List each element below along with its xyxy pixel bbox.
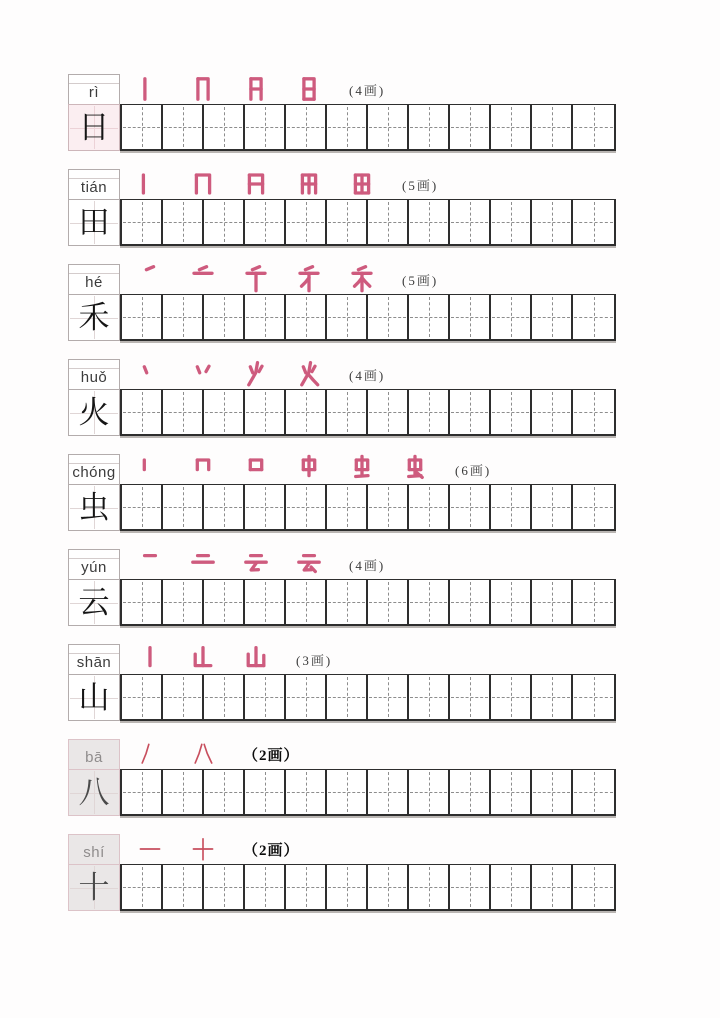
stroke-count-label: (4画) xyxy=(349,367,386,383)
practice-cell xyxy=(122,485,163,529)
practice-cell xyxy=(532,105,573,149)
stroke-count-label: (6画) xyxy=(455,462,492,478)
character-header xyxy=(68,359,120,436)
stroke-step-glyph xyxy=(135,549,165,579)
stroke-step-glyph xyxy=(188,264,218,294)
practice-cell xyxy=(245,675,286,719)
practice-cell xyxy=(327,105,368,149)
stroke-step-glyph xyxy=(241,74,271,104)
character-row xyxy=(68,359,720,436)
practice-cell xyxy=(491,580,532,624)
row-body xyxy=(120,739,616,816)
pinyin-label: bā xyxy=(85,749,103,766)
model-character: 八 xyxy=(78,775,110,810)
practice-cell xyxy=(122,580,163,624)
row-body xyxy=(120,74,616,151)
practice-cell xyxy=(204,295,245,339)
stroke-step-glyph xyxy=(294,264,324,294)
practice-cell xyxy=(122,770,163,814)
stroke-step-glyph xyxy=(135,169,165,199)
practice-cell xyxy=(532,865,573,909)
pinyin-box xyxy=(68,169,120,199)
practice-cell xyxy=(573,485,614,529)
practice-cell xyxy=(286,865,327,909)
practice-grid xyxy=(120,294,616,341)
pinyin-box xyxy=(68,74,120,104)
practice-grid xyxy=(120,199,616,246)
row-body xyxy=(120,454,616,531)
stroke-step-glyph xyxy=(347,264,377,294)
practice-cell xyxy=(450,865,491,909)
practice-cell xyxy=(573,295,614,339)
pinyin-label: shān xyxy=(76,654,112,671)
stroke-count-label: (4画) xyxy=(349,557,386,573)
practice-cell xyxy=(163,770,204,814)
row-body xyxy=(120,549,616,626)
practice-cell xyxy=(450,390,491,434)
model-character: 禾 xyxy=(78,300,110,335)
practice-cell xyxy=(368,105,409,149)
practice-cell xyxy=(573,105,614,149)
practice-cell xyxy=(327,485,368,529)
pinyin-label: rì xyxy=(88,84,100,101)
practice-cell xyxy=(450,485,491,529)
practice-cell xyxy=(204,485,245,529)
practice-cell xyxy=(532,485,573,529)
stroke-step-glyph xyxy=(188,834,218,864)
character-row xyxy=(68,454,720,531)
practice-cell xyxy=(409,865,450,909)
row-body xyxy=(120,644,616,721)
character-header xyxy=(68,739,120,816)
character-row xyxy=(68,549,720,626)
practice-cell xyxy=(286,675,327,719)
stroke-step-glyph xyxy=(135,454,165,484)
practice-cell xyxy=(163,485,204,529)
stroke-order-demo xyxy=(120,834,616,864)
practice-cell xyxy=(532,295,573,339)
stroke-step-glyph xyxy=(135,264,165,294)
practice-cell xyxy=(204,580,245,624)
practice-cell xyxy=(122,865,163,909)
practice-cell xyxy=(573,390,614,434)
practice-cell xyxy=(409,485,450,529)
practice-cell xyxy=(368,200,409,244)
character-row xyxy=(68,739,720,816)
character-header xyxy=(68,644,120,721)
stroke-step-glyph xyxy=(294,359,324,389)
practice-grid xyxy=(120,389,616,436)
row-body xyxy=(120,359,616,436)
character-row xyxy=(68,169,720,246)
stroke-count-label: （2画） xyxy=(243,747,300,764)
practice-cell xyxy=(122,675,163,719)
model-character: 十 xyxy=(78,870,110,905)
pinyin-box xyxy=(68,834,120,864)
pinyin-label: huǒ xyxy=(80,369,108,386)
stroke-count-label: (5画) xyxy=(402,177,439,193)
practice-cell xyxy=(245,770,286,814)
practice-cell xyxy=(163,580,204,624)
practice-cell xyxy=(122,390,163,434)
stroke-step-glyph xyxy=(135,359,165,389)
row-body xyxy=(120,834,616,911)
practice-cell xyxy=(368,865,409,909)
practice-cell xyxy=(368,390,409,434)
practice-cell xyxy=(409,200,450,244)
practice-cell xyxy=(327,200,368,244)
practice-cell xyxy=(245,295,286,339)
stroke-count-label: （2画） xyxy=(243,842,300,859)
practice-cell xyxy=(122,295,163,339)
stroke-step-glyph xyxy=(400,454,430,484)
practice-cell xyxy=(327,580,368,624)
practice-cell xyxy=(368,485,409,529)
practice-grid xyxy=(120,579,616,626)
practice-cell xyxy=(532,580,573,624)
stroke-order-demo xyxy=(120,169,616,199)
practice-cell xyxy=(450,580,491,624)
practice-cell xyxy=(573,200,614,244)
practice-cell xyxy=(204,675,245,719)
practice-cell xyxy=(409,105,450,149)
model-character: 山 xyxy=(78,680,110,715)
practice-cell xyxy=(204,390,245,434)
practice-cell xyxy=(286,295,327,339)
stroke-order-demo xyxy=(120,739,616,769)
model-character: 田 xyxy=(78,205,110,240)
stroke-order-demo xyxy=(120,644,616,674)
model-character-cell xyxy=(68,294,120,341)
stroke-step-glyph xyxy=(188,74,218,104)
stroke-step-glyph xyxy=(188,644,218,674)
character-row xyxy=(68,74,720,151)
practice-grid xyxy=(120,484,616,531)
pinyin-box xyxy=(68,359,120,389)
practice-cell xyxy=(204,865,245,909)
practice-cell xyxy=(573,770,614,814)
stroke-step-glyph xyxy=(135,834,165,864)
practice-grid xyxy=(120,674,616,721)
character-row xyxy=(68,264,720,341)
practice-cell xyxy=(409,675,450,719)
model-character-cell xyxy=(68,579,120,626)
pinyin-label: chóng xyxy=(72,464,116,481)
practice-cell xyxy=(491,105,532,149)
stroke-count-label: (4画) xyxy=(349,82,386,98)
practice-cell xyxy=(204,200,245,244)
character-header xyxy=(68,549,120,626)
stroke-step-glyph xyxy=(241,454,271,484)
character-header xyxy=(68,264,120,341)
practice-cell xyxy=(204,105,245,149)
stroke-step-glyph xyxy=(135,739,165,769)
practice-cell xyxy=(450,295,491,339)
stroke-step-glyph xyxy=(241,264,271,294)
practice-cell xyxy=(573,675,614,719)
practice-cell xyxy=(532,770,573,814)
practice-cell xyxy=(491,295,532,339)
stroke-count-label: (5画) xyxy=(402,272,439,288)
practice-cell xyxy=(163,295,204,339)
model-character-cell xyxy=(68,389,120,436)
character-header xyxy=(68,834,120,911)
model-character: 火 xyxy=(78,395,110,430)
practice-cell xyxy=(409,580,450,624)
practice-cell xyxy=(122,200,163,244)
practice-cell xyxy=(491,390,532,434)
practice-cell xyxy=(163,390,204,434)
model-character-cell xyxy=(68,199,120,246)
practice-cell xyxy=(532,200,573,244)
practice-cell xyxy=(450,770,491,814)
practice-cell xyxy=(368,675,409,719)
practice-cell xyxy=(245,485,286,529)
practice-grid xyxy=(120,769,616,816)
model-character-cell xyxy=(68,484,120,531)
practice-cell xyxy=(327,390,368,434)
practice-cell xyxy=(450,105,491,149)
model-character: 云 xyxy=(78,585,110,620)
model-character-cell xyxy=(68,769,120,816)
model-character-cell xyxy=(68,674,120,721)
stroke-step-glyph xyxy=(347,169,377,199)
practice-grid xyxy=(120,104,616,151)
character-header xyxy=(68,74,120,151)
practice-cell xyxy=(368,580,409,624)
practice-cell xyxy=(491,865,532,909)
row-body xyxy=(120,169,616,246)
pinyin-label: yún xyxy=(81,559,107,576)
practice-cell xyxy=(286,580,327,624)
practice-cell xyxy=(327,865,368,909)
pinyin-box xyxy=(68,644,120,674)
stroke-step-glyph xyxy=(294,454,324,484)
stroke-step-glyph xyxy=(347,454,377,484)
pinyin-box xyxy=(68,264,120,294)
stroke-step-glyph xyxy=(294,169,324,199)
stroke-count-label: (3画) xyxy=(296,652,333,668)
character-row xyxy=(68,834,720,911)
practice-cell xyxy=(286,770,327,814)
practice-cell xyxy=(327,295,368,339)
stroke-order-demo xyxy=(120,74,616,104)
stroke-step-glyph xyxy=(188,549,218,579)
model-character: 日 xyxy=(78,110,110,145)
stroke-step-glyph xyxy=(188,359,218,389)
stroke-order-demo xyxy=(120,359,616,389)
stroke-step-glyph xyxy=(188,169,218,199)
practice-cell xyxy=(532,675,573,719)
stroke-step-glyph xyxy=(135,74,165,104)
practice-cell xyxy=(245,200,286,244)
stroke-step-glyph xyxy=(188,454,218,484)
row-body xyxy=(120,264,616,341)
pinyin-box xyxy=(68,739,120,769)
stroke-order-demo xyxy=(120,454,616,484)
stroke-order-demo xyxy=(120,264,616,294)
stroke-step-glyph xyxy=(241,644,271,674)
practice-cell xyxy=(573,865,614,909)
pinyin-box xyxy=(68,549,120,579)
stroke-step-glyph xyxy=(294,549,324,579)
practice-cell xyxy=(245,865,286,909)
practice-cell xyxy=(286,485,327,529)
practice-cell xyxy=(163,675,204,719)
stroke-step-glyph xyxy=(135,644,165,674)
stroke-step-glyph xyxy=(188,739,218,769)
stroke-step-glyph xyxy=(294,74,324,104)
practice-cell xyxy=(573,580,614,624)
stroke-step-glyph xyxy=(241,359,271,389)
character-header xyxy=(68,454,120,531)
practice-cell xyxy=(327,675,368,719)
pinyin-label: shí xyxy=(83,844,105,861)
practice-cell xyxy=(491,485,532,529)
practice-grid xyxy=(120,864,616,911)
practice-cell xyxy=(163,865,204,909)
stroke-step-glyph xyxy=(241,549,271,579)
practice-cell xyxy=(368,295,409,339)
practice-cell xyxy=(532,390,573,434)
practice-cell xyxy=(491,675,532,719)
practice-cell xyxy=(327,770,368,814)
practice-cell xyxy=(245,390,286,434)
model-character-cell xyxy=(68,864,120,911)
pinyin-label: hé xyxy=(85,274,103,291)
pinyin-box xyxy=(68,454,120,484)
practice-cell xyxy=(286,200,327,244)
practice-cell xyxy=(163,200,204,244)
practice-cell xyxy=(245,580,286,624)
practice-cell xyxy=(286,390,327,434)
practice-cell xyxy=(368,770,409,814)
practice-cell xyxy=(450,675,491,719)
pinyin-label: tián xyxy=(80,179,108,196)
stroke-order-demo xyxy=(120,549,616,579)
character-row xyxy=(68,644,720,721)
model-character: 虫 xyxy=(78,490,110,525)
practice-cell xyxy=(245,105,286,149)
practice-cell xyxy=(409,770,450,814)
practice-cell xyxy=(286,105,327,149)
model-character-cell xyxy=(68,104,120,151)
practice-cell xyxy=(409,390,450,434)
practice-cell xyxy=(491,200,532,244)
practice-cell xyxy=(204,770,245,814)
character-header xyxy=(68,169,120,246)
practice-cell xyxy=(163,105,204,149)
practice-cell xyxy=(409,295,450,339)
stroke-step-glyph xyxy=(241,169,271,199)
practice-cell xyxy=(491,770,532,814)
practice-cell xyxy=(122,105,163,149)
practice-cell xyxy=(450,200,491,244)
